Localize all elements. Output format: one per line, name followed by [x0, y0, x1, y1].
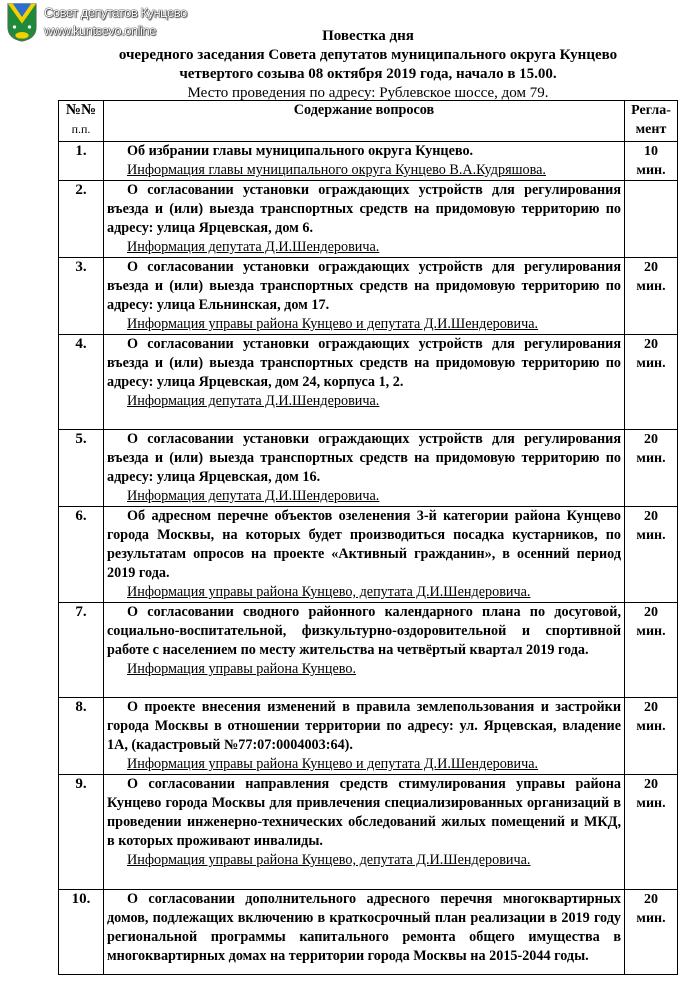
item-regulation	[625, 507, 678, 603]
item-regulation	[625, 258, 678, 335]
regulation-minutes: 20	[644, 700, 658, 715]
item-info: Информация управы района Кунцево и депутата Д.И.Шендеровича.	[127, 756, 539, 772]
item-content	[104, 142, 625, 181]
item-regulation	[625, 603, 678, 698]
item-content	[104, 181, 625, 258]
regulation-unit: мин.	[636, 719, 666, 734]
item-content	[104, 890, 625, 975]
regulation-unit: мин.	[636, 356, 666, 371]
item-question: Об адресном перечне объектов озеленения 3-й категории района Кунцево города Москвы, на которых будет производиться посадка кустарников, по результатам опросов на проекте «Активный гражданин», в осенний период 2019 года.	[107, 508, 621, 581]
item-content	[104, 258, 625, 335]
item-info: Информация управы района Кунцево, депутата Д.И.Шендеровича.	[127, 584, 531, 600]
regulation-minutes: 20	[644, 337, 658, 352]
item-info: Информация главы муниципального округа Кунцево В.А.Кудряшова.	[127, 162, 546, 178]
item-question: О согласовании дополнительного адресного перечня многоквартирных домов, подлежащих включению в краткосрочный план реализации в 2019 году региональной программы капитального ремонта общего имущества в многоквартирных домах на территории города Москвы на 2015-2044 годы.	[107, 891, 621, 964]
header-num	[59, 101, 104, 142]
item-info: Информация управы района Кунцево.	[127, 661, 357, 677]
regulation-unit: мин.	[636, 796, 666, 811]
table-row	[59, 603, 678, 698]
watermark-url: www.kuntsevo.online	[44, 23, 156, 38]
regulation-minutes: 20	[644, 260, 658, 275]
agenda-title: Повестка дня	[322, 28, 414, 44]
table-header-row	[59, 101, 678, 142]
agenda-table	[58, 100, 678, 975]
item-number: 3.	[59, 258, 104, 335]
table-row	[59, 430, 678, 507]
table-row	[59, 775, 678, 890]
item-question: Об избрании главы муниципального округа Кунцево.	[127, 143, 474, 159]
item-question: О согласовании установки ограждающих устройств для регулирования въезда и (или) выезда транспортных средств на придомовую территорию по адресу: улица Ярцевская, дом 6.	[107, 182, 621, 236]
item-regulation	[625, 335, 678, 430]
regulation-minutes: 20	[644, 432, 658, 447]
item-number: 2.	[59, 181, 104, 258]
regulation-minutes: 20	[644, 892, 658, 907]
item-question: О согласовании направления средств стимулирования управы района Кунцево города Москвы для привлечения специализированных организаций в проведении инженерно-технических обследований жилых помещений и МКД, в которых проживают инвалиды.	[107, 776, 621, 849]
item-number: 5.	[59, 430, 104, 507]
item-number: 9.	[59, 775, 104, 890]
agenda-subtitle: очередного заседания Совета депутатов муниципального округа Кунцево	[118, 47, 618, 63]
table-row	[59, 335, 678, 430]
item-regulation	[625, 181, 678, 258]
regulation-unit: мин.	[636, 451, 666, 466]
item-content	[104, 698, 625, 775]
table-row	[59, 181, 678, 258]
item-number: 10.	[59, 890, 104, 975]
header-num-sub: п.п.	[71, 122, 91, 136]
regulation-unit: мин.	[636, 911, 666, 926]
item-number: 8.	[59, 698, 104, 775]
header-num-label: №№	[65, 102, 97, 118]
item-info: Информация управы района Кунцево и депутата Д.И.Шендеровича.	[127, 316, 539, 332]
regulation-unit: мин.	[636, 279, 666, 294]
regulation-unit: мин.	[636, 163, 666, 178]
table-row	[59, 698, 678, 775]
table-body	[59, 142, 678, 975]
item-regulation	[625, 890, 678, 975]
item-content	[104, 775, 625, 890]
header-regulation	[625, 101, 678, 142]
item-question: О согласовании установки ограждающих устройств для регулирования въезда и (или) выезда транспортных средств на придомовую территорию по адресу: улица Ярцевская, дом 24, корпуса 1, 2.	[107, 336, 621, 390]
agenda-date: четвертого созыва 08 октября 2019 года, начало в 15.00.	[179, 66, 557, 82]
item-question: О согласовании сводного районного календарного плана по досуговой, социально-воспитательной, физкультурно-оздоровительной и спортивной работе с населением по месту жительства на четвёртый квартал 2019 года.	[107, 604, 621, 658]
watermark	[6, 2, 206, 44]
header-reg-line2: мент	[635, 122, 667, 137]
regulation-minutes: 20	[644, 605, 658, 620]
item-question: О согласовании установки ограждающих устройств для регулирования въезда и (или) выезда транспортных средств на придомовую территорию по адресу: улица Ярцевская, дом 16.	[107, 431, 621, 485]
regulation-unit: мин.	[636, 528, 666, 543]
regulation-minutes: 20	[644, 777, 658, 792]
item-info: Информация депутата Д.И.Шендеровича.	[127, 393, 380, 409]
item-number: 4.	[59, 335, 104, 430]
item-regulation	[625, 698, 678, 775]
item-info: Информация депутата Д.И.Шендеровича.	[127, 488, 380, 504]
item-question: О проекте внесения изменений в правила землепользования и застройки города Москвы в отношении территории по адресу: ул. Ярцевская, владение 1А, (кадастровый №77:07:0004003:64).	[107, 699, 621, 753]
table-row	[59, 258, 678, 335]
item-info: Информация управы района Кунцево, депутата Д.И.Шендеровича.	[127, 852, 531, 868]
table-row	[59, 890, 678, 975]
item-content	[104, 430, 625, 507]
item-info: Информация депутата Д.И.Шендеровича.	[127, 239, 380, 255]
table-row	[59, 507, 678, 603]
coat-of-arms-logo	[6, 2, 38, 42]
watermark-title: Совет депутатов Кунцево	[44, 5, 187, 20]
regulation-minutes: 20	[644, 509, 658, 524]
item-number: 1.	[59, 142, 104, 181]
item-number: 7.	[59, 603, 104, 698]
item-regulation	[625, 142, 678, 181]
agenda-place: Место проведения по адресу: Рублевское шоссе, дом 79.	[187, 85, 549, 101]
table-row	[59, 142, 678, 181]
item-content	[104, 335, 625, 430]
item-content	[104, 603, 625, 698]
regulation-unit: мин.	[636, 624, 666, 639]
item-regulation	[625, 775, 678, 890]
item-content	[104, 507, 625, 603]
item-regulation	[625, 430, 678, 507]
header-content: Содержание вопросов	[104, 101, 625, 142]
header-reg-line1: Регла-	[631, 103, 671, 118]
regulation-minutes: 10	[644, 144, 658, 159]
item-question: О согласовании установки ограждающих устройств для регулирования въезда и (или) выезда транспортных средств на придомовую территорию по адресу: улица Ельнинская, дом 17.	[107, 259, 621, 313]
item-number: 6.	[59, 507, 104, 603]
